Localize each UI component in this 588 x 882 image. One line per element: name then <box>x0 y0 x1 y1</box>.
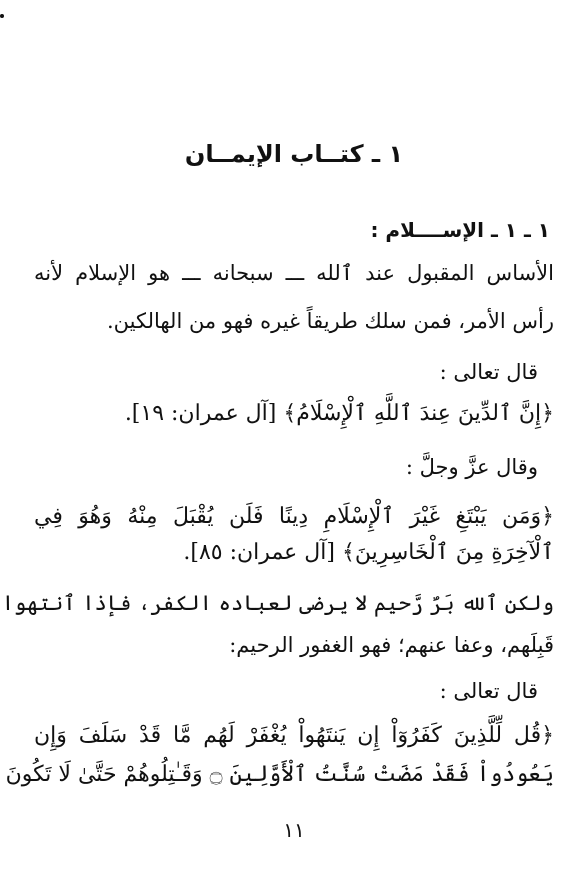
paragraph-line: الأساس المقبول عند ٱلله ـــ سبحانه ـــ هو الإسلام لأنه <box>34 261 554 285</box>
quran-verse-line: ﴿وَمَن يَبْتَغِ غَيْرَ ٱلْإِسْلَامِ دِينًا فَلَن يُقْبَلَ مِنْهُ وَهُوَ فِي <box>34 504 554 529</box>
section-title: ١ ـ ١ ـ الإســــلام : <box>370 218 550 242</box>
chapter-title: ١ ـ كتــاب الإيمــان <box>184 140 404 168</box>
paragraph-line: ولكن ٱلله بَرٌ رَّحيم لا يرضى لعباده الكفر، فإذا ٱنتهوا <box>1 591 554 615</box>
intro-label: وقال عزَّ وجلَّ : <box>405 455 538 479</box>
paragraph-line: قَبِلَهم، وعفا عنهم؛ فهو الغفور الرحيم: <box>229 633 554 657</box>
quran-verse-line: يَعُودُواْ فَقَدْ مَضَتْ سُنَّتُ ٱلْأَوَّلِينَ ۝ وَقَـٰتِلُوهُمْ حَتَّىٰ لَا تَكُونَ <box>5 762 554 787</box>
scan-speck <box>0 14 4 18</box>
quran-verse-line: ﴿إِنَّ ٱلدِّينَ عِندَ ٱللَّهِ ٱلْإِسْلَامُ﴾ [آل عمران: ١٩]. <box>124 401 554 426</box>
page-number: ١١ <box>283 818 305 842</box>
intro-label: قال تعالى : <box>439 360 538 384</box>
quran-verse-line: ٱلْآخِرَةِ مِنَ ٱلْخَاسِرِينَ﴾ [آل عمران: ٨٥]. <box>183 540 554 565</box>
paragraph-line: رأس الأمر، فمن سلك طريقاً غيره فهو من الهالكين. <box>106 309 554 333</box>
quran-verse-line: ﴿قُل لِّلَّذِينَ كَفَرُوٓاْ إِن يَنتَهُواْ يُغْفَرْ لَهُم مَّا قَدْ سَلَفَ وَإِن <box>34 723 554 748</box>
intro-label: قال تعالى : <box>439 679 538 703</box>
